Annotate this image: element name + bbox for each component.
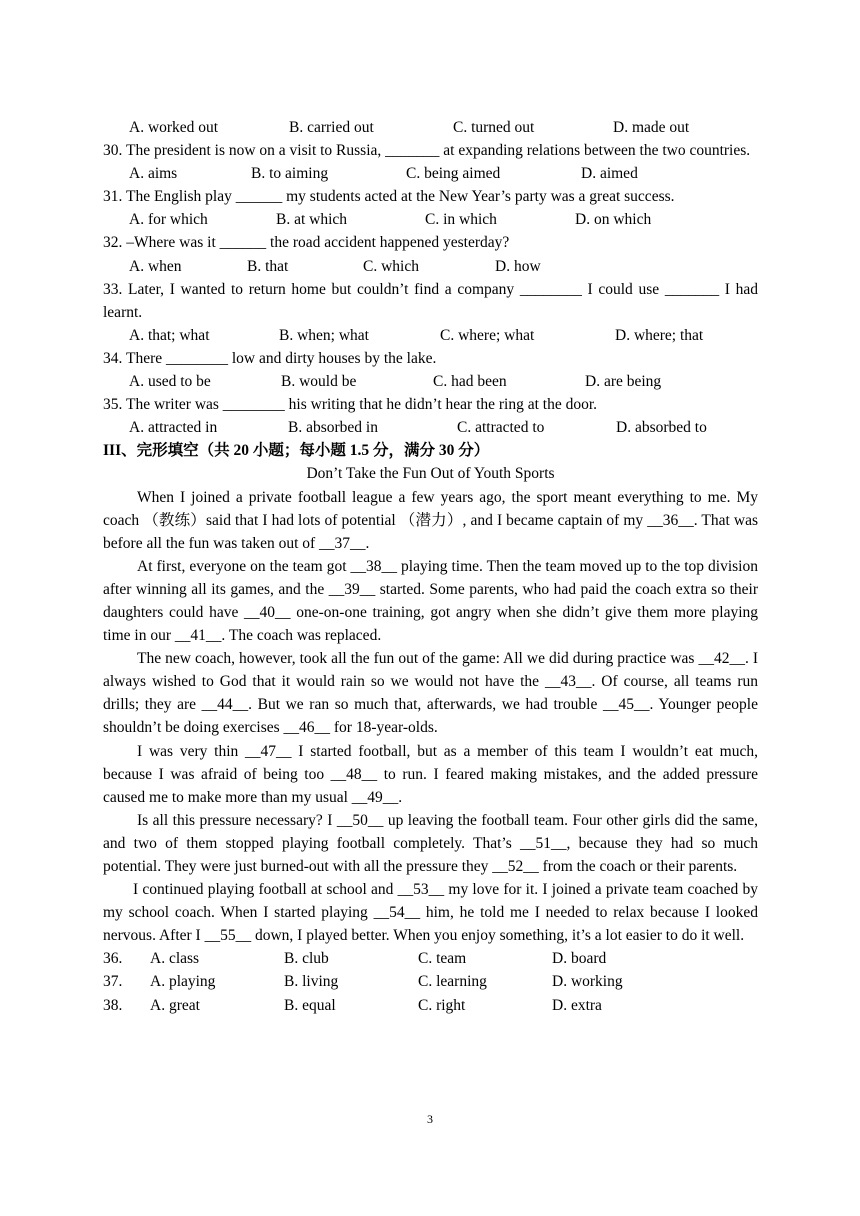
q30-options [103,162,758,185]
q34-stem: 34. There ________ low and dirty houses by the lake. [103,349,437,367]
q32-option-b: B. that [247,257,289,275]
q35-option-d: D. absorbed to [616,419,707,437]
answer-option-b: B. equal [284,996,336,1014]
q35-option-b: B. absorbed in [288,419,378,437]
answer-option-a: A. class [150,950,200,968]
answer-option-d: D. extra [552,996,602,1014]
passage-paragraph-4: I was very thin __47__ I started football, but as a member of this team I wouldn’t eat much, because I was afraid of being too __48__ to run. I feared making mistakes, and the added pressure caused me to make more than my usual __49__. [103,742,758,806]
passage-title: Don’t Take the Fun Out of Youth Sports [306,465,555,483]
q29-option-b: B. carried out [289,119,374,136]
answer-option-b: B. club [284,950,329,968]
answer-row-38 [103,994,758,1017]
q31-option-d: D. on which [575,211,652,229]
passage-paragraph-1: When I joined a private football league a few years ago, the sport meant everything to me. My coach （教练）said that I had lots of potential （潜力）, and I became captain of my __36__. That was before all the fun was taken out of __37__. [103,488,758,552]
answer-number: 37. [103,973,123,991]
answer-option-b: B. living [284,973,339,991]
q32-option-d: D. how [495,257,541,275]
q33-option-d: D. where; that [615,326,704,344]
q33-option-a: A. that; what [129,326,210,344]
q29-options [103,116,758,139]
q33-options [103,324,758,347]
q35-stem: 35. The writer was ________ his writing that he didn’t hear the ring at the door. [103,396,598,414]
q34-option-d: D. are being [585,373,662,391]
q30-option-b: B. to aiming [251,165,329,183]
passage-paragraph-2: At first, everyone on the team got __38__ playing time. Then the team moved up to the top division after winning all its games, and the __39__ started. Some parents, who had paid the coach extra so their daughters could have __40__ one-on-one training, got angry when she didn’t give them more playing time in our __41__. The coach was replaced. [103,557,758,645]
q31-option-a: A. for which [129,211,208,229]
q29-option-a: A. worked out [129,119,219,136]
q30-stem: 30. The president is now on a visit to Russia, _______ at expanding relations between the two countries. [103,142,751,160]
answer-option-c: C. right [418,996,466,1014]
answer-option-a: A. playing [150,973,216,991]
q34-option-b: B. would be [281,373,357,391]
q34-option-c: C. had been [433,373,507,391]
q34-options [103,370,758,393]
answer-option-a: A. great [150,996,200,1014]
answer-number: 38. [103,996,123,1014]
q35-options [103,416,758,439]
answer-option-c: C. team [418,950,467,968]
answer-option-d: D. working [552,973,623,991]
answer-row-36 [103,947,758,970]
passage-paragraph-5: Is all this pressure necessary? I __50__ up leaving the football team. Four other girls did the same, and two of them stopped playing football completely. That’s __51__, because they had so much potential. They were just burned-out with all the pressure they __52__ from the coach or their parents. [103,811,758,875]
q31-option-c: C. in which [425,211,497,229]
section-heading: III、完形填空（共 20 小题；每小题 1.5 分，满分 30 分） [103,442,490,460]
q30-option-a: A. aims [129,165,178,183]
passage-paragraph-6: I continued playing football at school and __53__ my love for it. I joined a private team coached by my school coach. When I started playing __54__ him, he told me I needed to relax because I looked nervous. After I __55__ down, I played better. When you enjoy something, it’s a lot easier to do it well. [103,881,758,945]
q32-options [103,255,758,278]
q30-option-d: D. aimed [581,165,638,183]
q33-stem: 33. Later, I wanted to return home but couldn’t find a company ________ I could use _______ I had learnt. [103,280,758,321]
q29-option-d: D. made out [613,119,690,136]
q32-stem: 32. –Where was it ______ the road accident happened yesterday? [103,234,510,252]
page-number: 3 [427,1112,433,1126]
exam-page-content [103,116,758,1017]
q31-stem: 31. The English play ______ my students acted at the New Year’s party was a great success. [103,188,675,206]
q32-option-c: C. which [363,257,419,275]
passage-paragraph-3: The new coach, however, took all the fun out of the game: All we did during practice was __42__. I always wished to God that it would rain so we would not have the __43__. Of course, all teams run drills; they are __44__. But we ran so much that, afterwards, we had trouble __45__. Younger people shouldn’t be doing exercises __46__ for 18-year-olds. [103,650,758,737]
q31-option-b: B. at which [276,211,348,229]
answer-number: 36. [103,950,123,968]
q33-option-b: B. when; what [279,326,369,344]
q32-option-a: A. when [129,257,182,275]
q30-option-c: C. being aimed [406,165,501,183]
answer-option-d: D. board [552,950,607,968]
q33-option-c: C. where; what [440,326,535,344]
q35-option-a: A. attracted in [129,419,218,437]
q29-option-c: C. turned out [453,119,535,136]
answer-option-c: C. learning [418,973,487,991]
q31-options [103,208,758,231]
answer-row-37 [103,970,758,993]
q34-option-a: A. used to be [129,373,211,391]
q35-option-c: C. attracted to [457,419,545,437]
